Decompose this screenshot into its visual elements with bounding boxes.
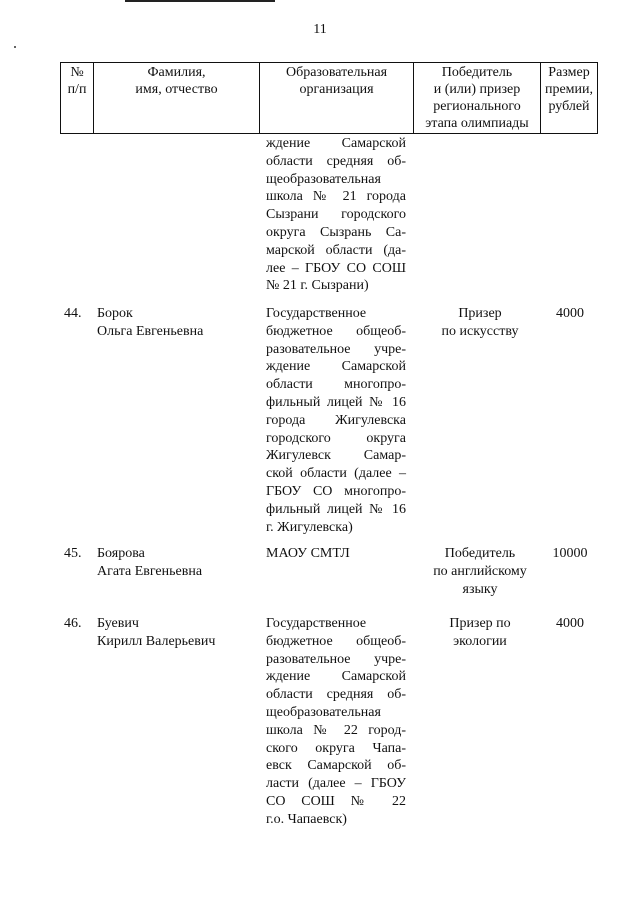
row-46-surname: Буевич — [97, 616, 139, 631]
header-num — [60, 62, 94, 133]
org-line: области средняя об- — [266, 687, 406, 703]
org-line: фильный лицей № 16 — [266, 394, 406, 410]
org-line: бюджетное общеоб- — [266, 633, 406, 649]
prize-line: Призер по — [449, 616, 511, 631]
row-44-amount: 4000 — [556, 306, 584, 321]
header-org — [260, 62, 413, 133]
org-line: ждение Самарской — [266, 359, 406, 375]
row-44-prize — [420, 305, 540, 341]
row-45-num: 45. — [64, 546, 82, 561]
row-46-prize — [420, 615, 540, 651]
org-line: лее – ГБОУ СО СОШ — [266, 260, 406, 276]
table-border-right — [597, 62, 598, 134]
org-line: ской области (далее – — [266, 466, 406, 482]
org-line: г. Жигулевска) — [266, 519, 353, 535]
org-line: ГБОУ СО многопро- — [266, 483, 406, 499]
row-44-num: 44. — [64, 306, 82, 321]
continuation-org — [266, 135, 406, 295]
org-line: ласти (далее – ГБОУ — [266, 776, 406, 792]
org-line: г.о. Чапаевск) — [266, 811, 347, 827]
org-line: СО СОШ № 22 — [266, 793, 406, 809]
page-number: 11 — [313, 22, 327, 37]
prize-line: языку — [462, 581, 498, 597]
org-line: щеобразовательная — [266, 704, 381, 720]
header-name — [94, 62, 259, 133]
org-line: школа № 21 города — [266, 189, 406, 205]
org-line: разовательное учре- — [266, 341, 406, 357]
prize-line: по искусству — [441, 323, 519, 339]
row-45-amount: 10000 — [552, 546, 588, 561]
row-46-org — [266, 615, 406, 829]
org-line: города Жигулевска — [266, 412, 406, 428]
header-prize-line1: Победитель — [441, 65, 513, 80]
org-line: Государственное — [266, 306, 367, 321]
org-line: школа № 22 город- — [266, 722, 406, 738]
prize-line: Призер — [458, 306, 502, 321]
row-45-given-names: Агата Евгеньевна — [97, 563, 203, 579]
header-amount-line2: премии, — [544, 82, 594, 97]
org-line: области средняя об- — [266, 153, 406, 169]
header-prize-line3: регионального — [433, 99, 521, 114]
org-line: Жигулевск Самар- — [266, 448, 406, 464]
row-45-name — [97, 545, 257, 581]
row-46-name — [97, 615, 257, 651]
org-line: Государственное — [266, 616, 367, 631]
row-45-prize — [420, 545, 540, 598]
table-header-bottom-border — [60, 133, 598, 134]
org-line: марской области (да- — [266, 242, 406, 258]
org-line: области многопро- — [266, 377, 406, 393]
row-46-amount: 4000 — [556, 616, 584, 631]
org-line: ского округа Чапа- — [266, 740, 406, 756]
row-44-surname: Борок — [97, 306, 133, 321]
org-line: округа Сызрань Са- — [266, 224, 406, 240]
row-46-given-names: Кирилл Валерьевич — [97, 633, 216, 649]
org-line: городского округа — [266, 430, 406, 446]
header-org-line1: Образовательная — [285, 65, 388, 80]
org-line: разовательное учре- — [266, 651, 406, 667]
header-num-line2: п/п — [67, 82, 87, 97]
header-amount-line3: рублей — [548, 99, 590, 114]
org-line: № 21 г. Сызрани) — [266, 278, 369, 294]
header-prize — [414, 62, 540, 133]
org-line: Сызрани городского — [266, 207, 406, 223]
org-line: МАОУ СМТЛ — [266, 546, 350, 561]
org-line: ждение Самарской — [266, 136, 406, 151]
header-amount-line1: Размер — [548, 65, 590, 80]
row-46-num: 46. — [64, 616, 82, 631]
prize-line: по английскому — [433, 563, 527, 579]
header-prize-line4: этапа олимпиады — [425, 116, 529, 131]
row-45-org — [266, 545, 406, 563]
header-name-line2: имя, отчество — [135, 82, 218, 97]
row-45-surname: Боярова — [97, 546, 145, 561]
top-rule — [125, 0, 275, 2]
header-prize-line2: и (или) призер — [433, 82, 521, 97]
row-44-name — [97, 305, 257, 341]
row-44-given-names: Ольга Евгеньевна — [97, 323, 204, 339]
header-org-line2: организация — [299, 82, 374, 97]
prize-line: экологии — [453, 633, 507, 649]
org-line: щеобразовательная — [266, 171, 381, 187]
header-num-line1: № — [70, 65, 84, 80]
org-line: евск Самарской об- — [266, 758, 406, 774]
scan-speck — [14, 46, 16, 48]
org-line: ждение Самарской — [266, 669, 406, 685]
org-line: фильный лицей № 16 — [266, 501, 406, 517]
header-name-line1: Фамилия, — [147, 65, 206, 80]
header-amount — [541, 62, 597, 133]
prize-line: Победитель — [444, 546, 516, 561]
row-44-org — [266, 305, 406, 536]
org-line: бюджетное общеоб- — [266, 323, 406, 339]
